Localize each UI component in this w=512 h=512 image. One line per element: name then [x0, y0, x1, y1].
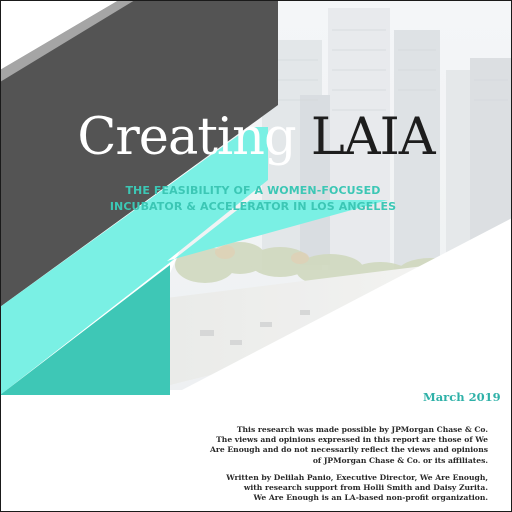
title-word-creating: Creating — [77, 108, 296, 167]
subtitle-line: INCUBATOR & ACCELERATOR IN LOS ANGELES — [109, 200, 397, 213]
disclaimer-line: This research was made possible by JPMorgan Chase & Co. — [236, 425, 488, 434]
credits-line: We Are Enough is an LA-based non-profit organization. — [253, 493, 488, 503]
disclaimer-line: Are Enough and do not necessarily reflect the views and opinions — [210, 445, 488, 455]
disclaimer-block — [210, 425, 488, 503]
subtitle-line: THE FEASIBILITY OF A WOMEN-FOCUSED — [125, 184, 381, 197]
disclaimer-line: of JPMorgan Chase & Co. or its affiliates. — [312, 455, 488, 465]
report-subtitle — [88, 183, 418, 215]
credits-line: Written by Delilah Panio, Executive Director, We Are Enough, — [226, 472, 488, 482]
credits-line: with research support from Holli Smith and Daisy Zurita. — [243, 483, 488, 493]
publication-date: March 2019 — [423, 390, 501, 404]
disclaimer-line: The views and opinions expressed in this report are those of We — [216, 435, 488, 445]
title-word-laia: LAIA — [310, 108, 435, 167]
report-title — [0, 108, 512, 168]
paragraph-gap — [210, 466, 488, 473]
